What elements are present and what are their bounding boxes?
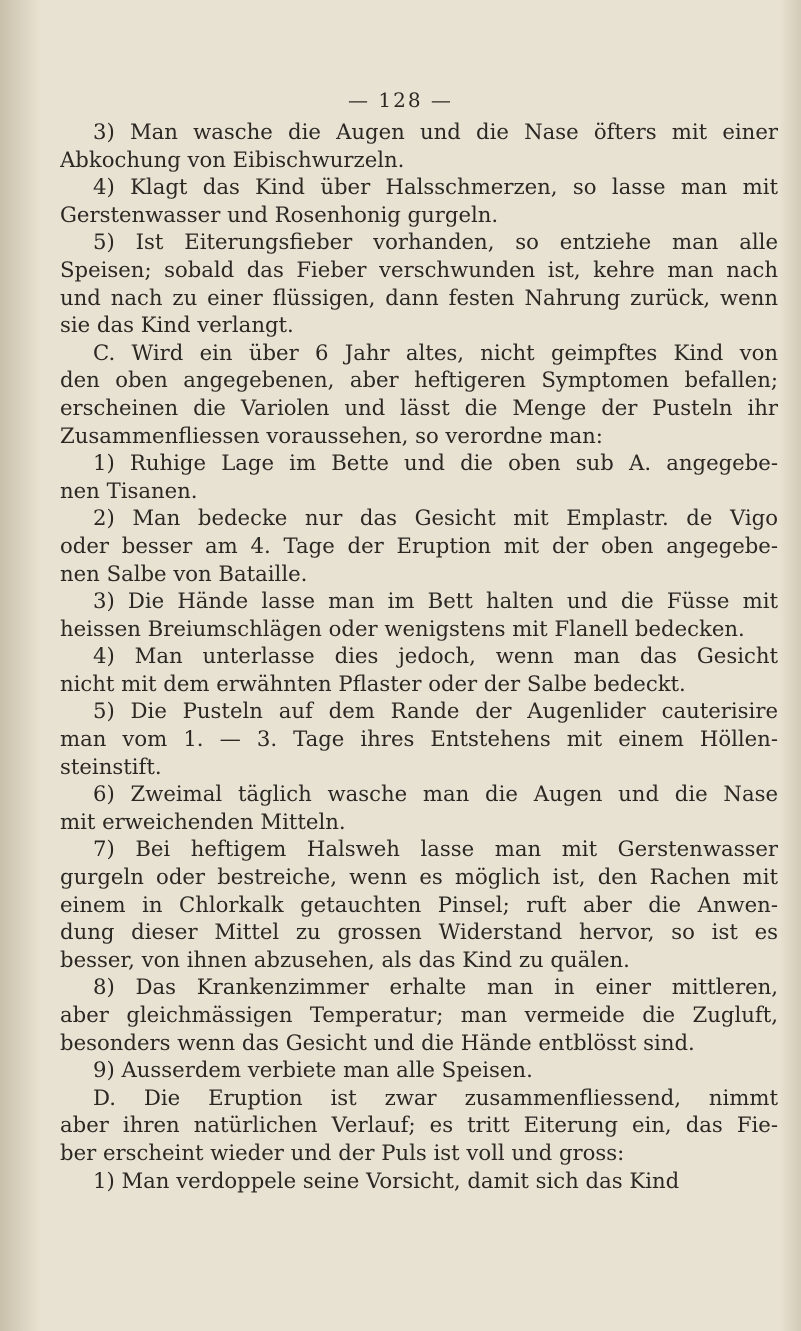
page-edge-shadow — [779, 0, 801, 1331]
body-text — [60, 118, 778, 1194]
text-line: 4) Man unterlasse dies jedoch, wenn man das Gesicht — [93, 643, 778, 669]
text-line: 5) Ist Eiterungsfieber vorhanden, so entziehe man alle — [93, 229, 778, 255]
text-line: nen Tisanen. — [60, 477, 198, 503]
text-line: oder besser am 4. Tage der Eruption mit der oben angegebe- — [60, 532, 778, 558]
text-line: besser, von ihnen abzusehen, als das Kind zu quälen. — [60, 946, 630, 972]
text-line: ber erscheint wieder und der Puls ist voll und gross: — [60, 1139, 625, 1165]
text-line: und nach zu einer flüssigen, dann festen Nahrung zurück, wenn — [60, 284, 778, 310]
text-line: erscheinen die Variolen und lässt die Menge der Pusteln ihr — [60, 394, 778, 420]
text-line: 7) Bei heftigem Halsweh lasse man mit Gerstenwasser — [93, 836, 778, 862]
text-line: 5) Die Pusteln auf dem Rande der Augenlider cauterisire — [93, 698, 778, 724]
text-line: aber gleichmässigen Temperatur; man vermeide die Zugluft, — [60, 1002, 778, 1027]
text-line: 3) Die Hände lasse man im Bett halten und die Füsse mit — [93, 588, 778, 614]
text-line: den oben angegebenen, aber heftigeren Symptomen befallen; — [60, 367, 778, 393]
text-line: D. Die Eruption ist zwar zusammenfliessend, nimmt — [93, 1084, 778, 1110]
text-line: aber ihren natürlichen Verlauf; es tritt Eiterung ein, das Fie- — [60, 1112, 778, 1138]
text-line: 6) Zweimal täglich wasche man die Augen und die Nase — [93, 781, 778, 807]
text-line: besonders wenn das Gesicht und die Hände entblösst sind. — [60, 1029, 695, 1055]
text-line: 8) Das Krankenzimmer erhalte man in einer mittleren, — [93, 974, 778, 1000]
text-line: C. Wird ein über 6 Jahr altes, nicht geimpftes Kind von — [93, 339, 778, 365]
text-line: sie das Kind verlangt. — [60, 312, 294, 338]
text-line: 9) Ausserdem verbiete man alle Speisen. — [93, 1057, 533, 1083]
text-line: Abkochung von Eibischwurzeln. — [60, 146, 405, 172]
text-line: Gerstenwasser und Rosenhonig gurgeln. — [60, 201, 499, 227]
text-line: mit erweichenden Mitteln. — [60, 808, 346, 834]
text-line: steinstift. — [60, 753, 162, 779]
page-binding-shadow — [0, 0, 40, 1331]
text-line: 3) Man wasche die Augen und die Nase öfters mit einer — [93, 119, 778, 144]
text-line: heissen Breiumschlägen oder wenigstens mit Flanell bedecken. — [60, 615, 745, 641]
text-line: nicht mit dem erwähnten Pflaster oder der Salbe bedeckt. — [60, 670, 686, 696]
text-line: 2) Man bedecke nur das Gesicht mit Emplastr. de Vigo — [93, 505, 778, 531]
text-line: Speisen; sobald das Fieber verschwunden ist, kehre man nach — [60, 256, 778, 282]
text-line: 1) Man verdoppele seine Vorsicht, damit sich das Kind — [93, 1167, 680, 1193]
text-line: 1) Ruhige Lage im Bette und die oben sub A. angegebe- — [93, 450, 778, 476]
text-line: Zusammenfliessen voraussehen, so verordne man: — [60, 422, 603, 448]
text-line: nen Salbe von Bataille. — [60, 560, 308, 586]
text-line: 4) Klagt das Kind über Halsschmerzen, so lasse man mit — [93, 174, 778, 200]
text-line: einem in Chlorkalk getauchten Pinsel; ruft aber die Anwen- — [60, 891, 778, 917]
text-line: gurgeln oder bestreiche, wenn es möglich ist, den Rachen mit — [60, 864, 778, 890]
text-line: dung dieser Mittel zu grossen Widerstand hervor, so ist es — [60, 919, 778, 945]
text-line: man vom 1. — 3. Tage ihres Entstehens mit einem Höllen- — [60, 726, 778, 752]
page-number: — 128 — — [348, 88, 453, 112]
